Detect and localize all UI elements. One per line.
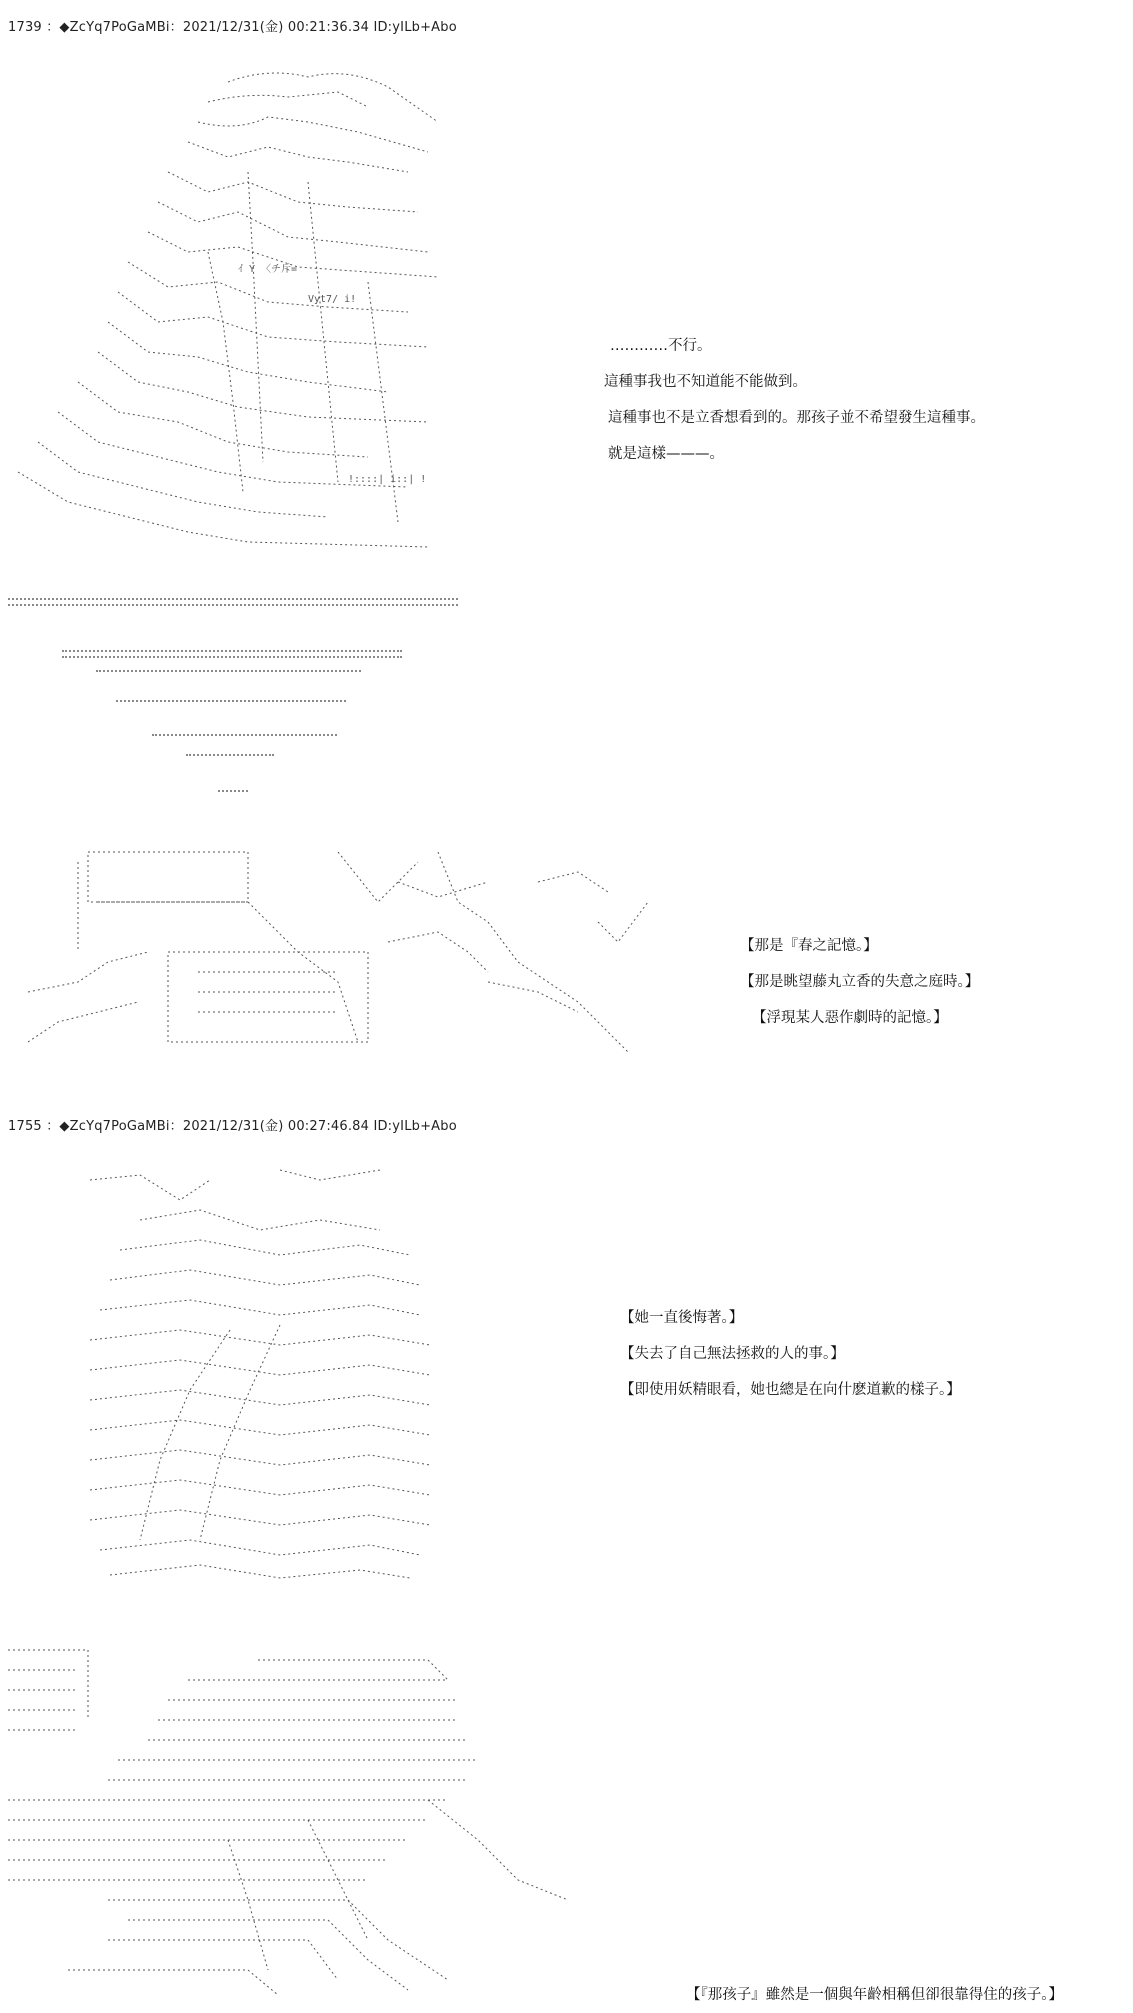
svg-text:!::::| i::| !: !::::| i::| ! [348,474,427,485]
dialogue-line: …………不行。 [610,338,712,354]
post-header: 1755 ：◆ZcYq7PoGaMBi：2021/12/31(金) 00:27:46.84 ID:yILb+Abo [8,1119,457,1134]
ascii-art-figure-closeup [80,1160,460,1585]
dialogue-line: 【她一直後悔著。】 [620,1310,744,1326]
ascii-art-landscape-scene [18,842,658,1072]
dotted-line [8,598,458,600]
dotted-line [116,700,346,702]
dotted-line [152,734,337,736]
dialogue-line: 【失去了自己無法拯救的人的事。】 [620,1346,845,1362]
dialogue-block [686,1977,1063,2013]
dialogue-line: 【那是眺望藤丸立香的失意之庭時。】 [740,974,980,990]
dotted-line [96,670,361,672]
dialogue-line: 【浮現某人惡作劇時的記憶。】 [752,1010,948,1026]
ascii-art-figure-kneeling [8,62,458,562]
dialogue-line: 這種事我也不知道能不能做到。 [604,374,807,390]
dialogue-line: 【『那孩子』雖然是一個與年齡相稱但卻很靠得住的孩子。】 [686,1987,1063,2003]
dialogue-line: 【即使用妖精眼看，她也總是在向什麽道歉的樣子。】 [620,1382,961,1398]
dialogue-line: 這種事也不是立香想看到的。那孩子並不希望發生這種事。 [608,410,985,426]
dialogue-block [620,1300,961,1408]
dialogue-block [604,328,985,472]
dialogue-line: 就是這樣———。 [608,446,724,462]
dialogue-line: 【那是『春之記憶。】 [740,938,878,954]
dotted-line [186,754,274,756]
dotted-line [218,790,248,792]
svg-text:ｲ Y 〈チ斥=: ｲ Y 〈チ斥= [238,264,298,275]
svg-text:Vyt7/ i!: Vyt7/ i! [308,294,357,305]
dotted-line [8,604,458,606]
dialogue-block [740,928,979,1036]
dotted-line [62,656,402,658]
ascii-art-figure-wide [8,1640,588,2000]
post-header: 1739 ：◆ZcYq7PoGaMBi：2021/12/31(金) 00:21:36.34 ID:yILb+Abo [8,20,457,35]
dotted-line [62,650,402,652]
